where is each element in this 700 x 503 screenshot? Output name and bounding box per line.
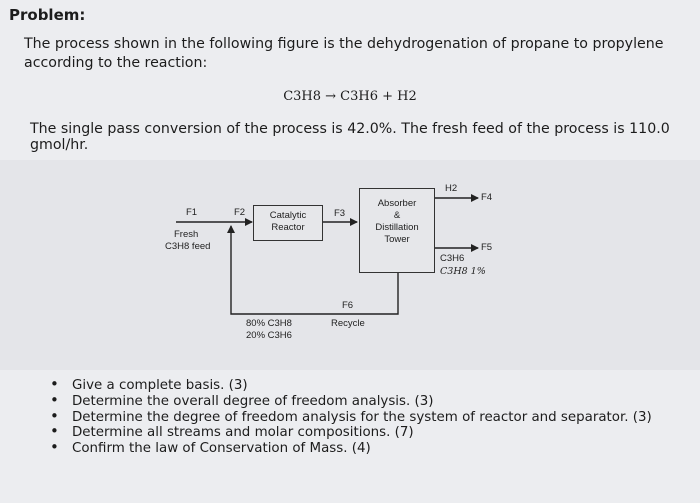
h2-label: H2 <box>445 183 458 194</box>
stream-f5-label: F5 <box>481 242 493 253</box>
conversion-statement: The single pass conversion of the process is 42.0%. The fresh feed of the process is 110.0 gmol/hr. <box>30 121 670 153</box>
problem-heading: Problem: <box>9 6 86 24</box>
task-item: • Determine the degree of freedom analysis for the system of reactor and separator. (3) <box>48 410 652 426</box>
product-label-line2: C3H8 1% <box>440 266 486 277</box>
reactor-label-line2: Reactor <box>271 222 305 233</box>
recycle-label: Recycle <box>331 318 365 329</box>
absorber-label-line3: Distillation <box>375 222 419 233</box>
recycle-composition-line1: 80% C3H8 <box>246 318 292 329</box>
stream-f2-label: F2 <box>234 207 246 218</box>
problem-statement: The process shown in the following figure is the dehydrogenation of propane to propylene according to the reaction: <box>24 36 664 71</box>
fresh-feed-label-line1: Fresh <box>174 229 199 240</box>
stream-f3-label: F3 <box>334 208 346 219</box>
stream-f4-label: F4 <box>481 192 493 203</box>
task-item: • Confirm the law of Conservation of Mass. (4) <box>48 441 652 457</box>
stream-f6-label: F6 <box>342 300 354 311</box>
process-flow-diagram <box>0 160 700 370</box>
recycle-composition-line2: 20% C3H6 <box>246 330 292 341</box>
absorber-label-line1: Absorber <box>377 198 417 209</box>
task-item: • Determine the overall degree of freedom analysis. (3) <box>48 394 652 410</box>
reaction-equation: C3H8 → C3H6 + H2 <box>283 89 417 104</box>
absorber-label-line4: Tower <box>384 234 410 245</box>
task-item: • Give a complete basis. (3) <box>48 378 652 394</box>
fresh-feed-label-line2: C3H8 feed <box>165 241 211 252</box>
task-item: • Determine all streams and molar compositions. (7) <box>48 425 652 441</box>
stream-f1-label: F1 <box>186 207 198 218</box>
absorber-label-line2: & <box>393 210 401 221</box>
task-list <box>48 378 652 457</box>
flow-lines <box>0 160 700 370</box>
reactor-label-line1: Catalytic <box>269 210 307 221</box>
product-label-line1: C3H6 <box>440 253 465 264</box>
